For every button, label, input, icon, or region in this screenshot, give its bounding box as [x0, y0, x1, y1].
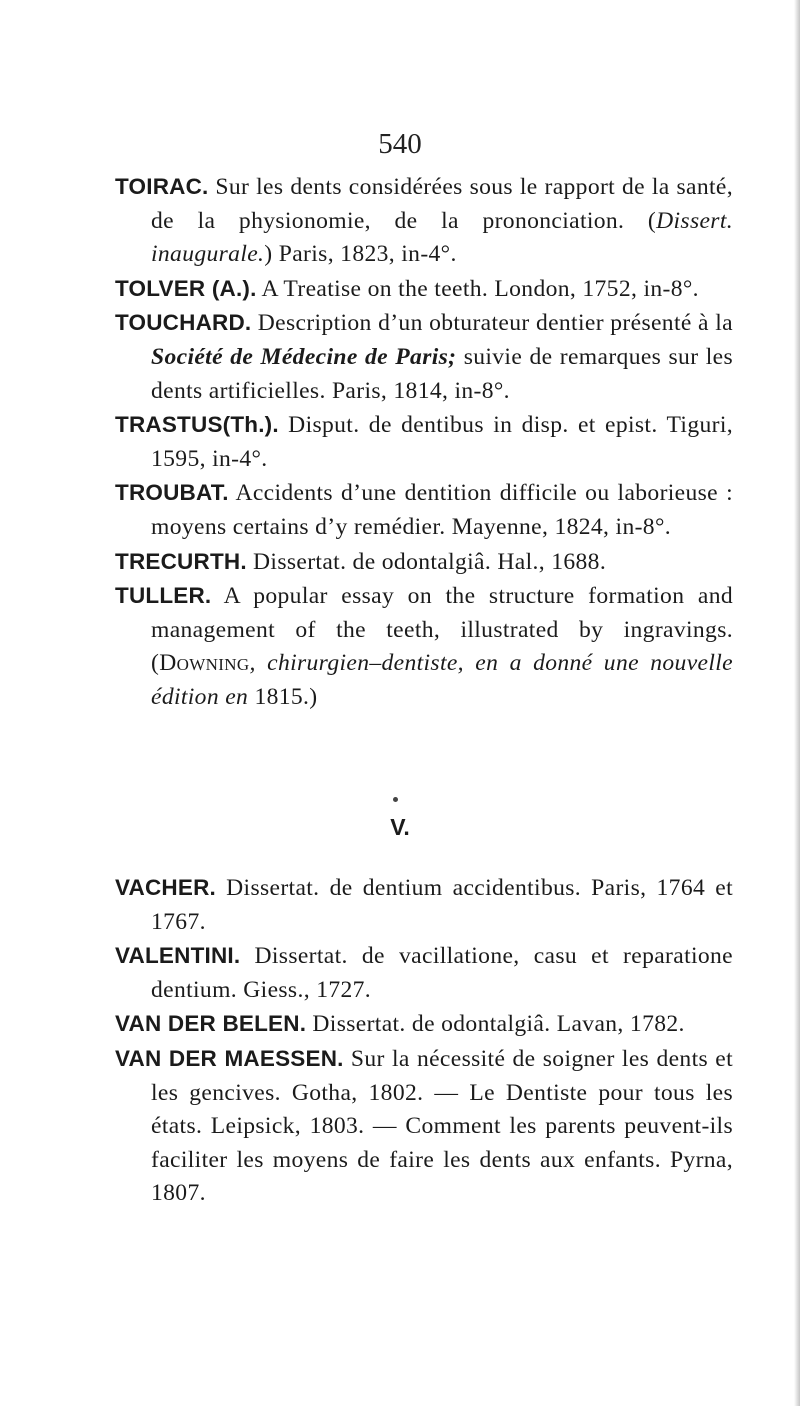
entry-text: A Treatise on the teeth. London, 1752, in-8°. — [256, 275, 699, 302]
bibliography-list-v — [115, 871, 733, 1211]
entry-italic: Dissert. inaugurale. — [151, 207, 733, 268]
bibliography-entry-tuller — [115, 579, 733, 714]
page-number: 540 — [378, 128, 422, 160]
entry-author: TULLER. — [115, 583, 212, 609]
bibliography-entry-tolver — [115, 272, 733, 307]
entry-author: TOLVER (A.). — [115, 275, 257, 301]
entry-author: VAN DER MAESSEN. — [115, 1045, 344, 1071]
entry-tail: 1815.) — [248, 683, 318, 710]
entry-text: Dissertat. de odontalgiâ. Lavan, 1782. — [306, 1011, 685, 1038]
entry-tail: ) Paris, 1823, in-4°. — [264, 241, 457, 268]
bibliography-list-t — [115, 170, 733, 715]
entry-tail: suivie de remarques sur les dents artificielles. Paris, 1814, in-8°. — [151, 343, 733, 404]
entry-author: TRECURTH. — [115, 548, 247, 574]
entry-text: Description d’un obturateur dentier présenté à la — [251, 310, 733, 337]
bibliography-entry-trastus — [115, 408, 733, 476]
bibliography-entry-troubat — [115, 476, 733, 544]
bibliography-entry-trecurth — [115, 545, 733, 580]
entry-text: Dissertat. de odontalgiâ. Hal., 1688. — [246, 548, 607, 575]
bibliography-entry-van-der-belen — [115, 1007, 733, 1042]
entry-italic: Société de Médecine de Paris; — [151, 343, 457, 370]
entry-text: Dissertat. de vacillatione, casu et reparatione dentium. Giess., 1727. — [151, 943, 733, 1003]
ornament-dot — [393, 797, 398, 802]
entry-text: Sur la nécessité de soigner les dents et les gencives. Gotha, 1802. — Le Dentiste pour tous les états. Leipsick, 1803. — Comment les parents peuvent-ils faciliter les moyens de faire les dents aux enfants. Pyrna, 1807. — [151, 1045, 733, 1207]
entry-text: Dissertat. de dentium accidentibus. Paris, 1764 et 1767. — [151, 875, 733, 935]
entry-smallcaps: Downing — [159, 650, 250, 677]
entry-author: TRASTUS(Th.). — [115, 412, 279, 438]
entry-author: VALENTINI. — [115, 943, 241, 969]
bibliography-entry-touchard — [115, 306, 733, 408]
entry-text: Disput. de dentibus in disp. et epist. Tiguri, 1595, in-4°. — [151, 412, 733, 472]
page-edge-shadow — [794, 0, 800, 1406]
entry-author: TOIRAC. — [115, 174, 209, 199]
bibliography-entry-vacher — [115, 871, 733, 939]
section-heading: V. — [390, 814, 410, 840]
entry-text: Sur les dents considérées sous le rapport de la santé, de la physionomie, de la prononciation. ( — [151, 174, 733, 234]
entry-author: VACHER. — [115, 875, 216, 900]
entry-author: TOUCHARD. — [115, 310, 252, 336]
bibliography-entry-van-der-maessen — [115, 1042, 733, 1211]
entry-text: Accidents d’une dentition difficile ou laborieuse : moyens certains d’y remédier. Mayenne, 1824, in-8°. — [151, 480, 733, 540]
bibliography-entry-valentini — [115, 939, 733, 1007]
entry-italic: , chirurgien–dentiste, en a donné une nouvelle édition en — [151, 650, 733, 710]
bibliography-entry-toirac — [115, 170, 733, 272]
entry-author: VAN DER BELEN. — [115, 1011, 307, 1037]
entry-text: A popular essay on the structure formation and management of the teeth, illustrated by ingravings. ( — [151, 583, 733, 677]
entry-author: TROUBAT. — [115, 480, 229, 506]
